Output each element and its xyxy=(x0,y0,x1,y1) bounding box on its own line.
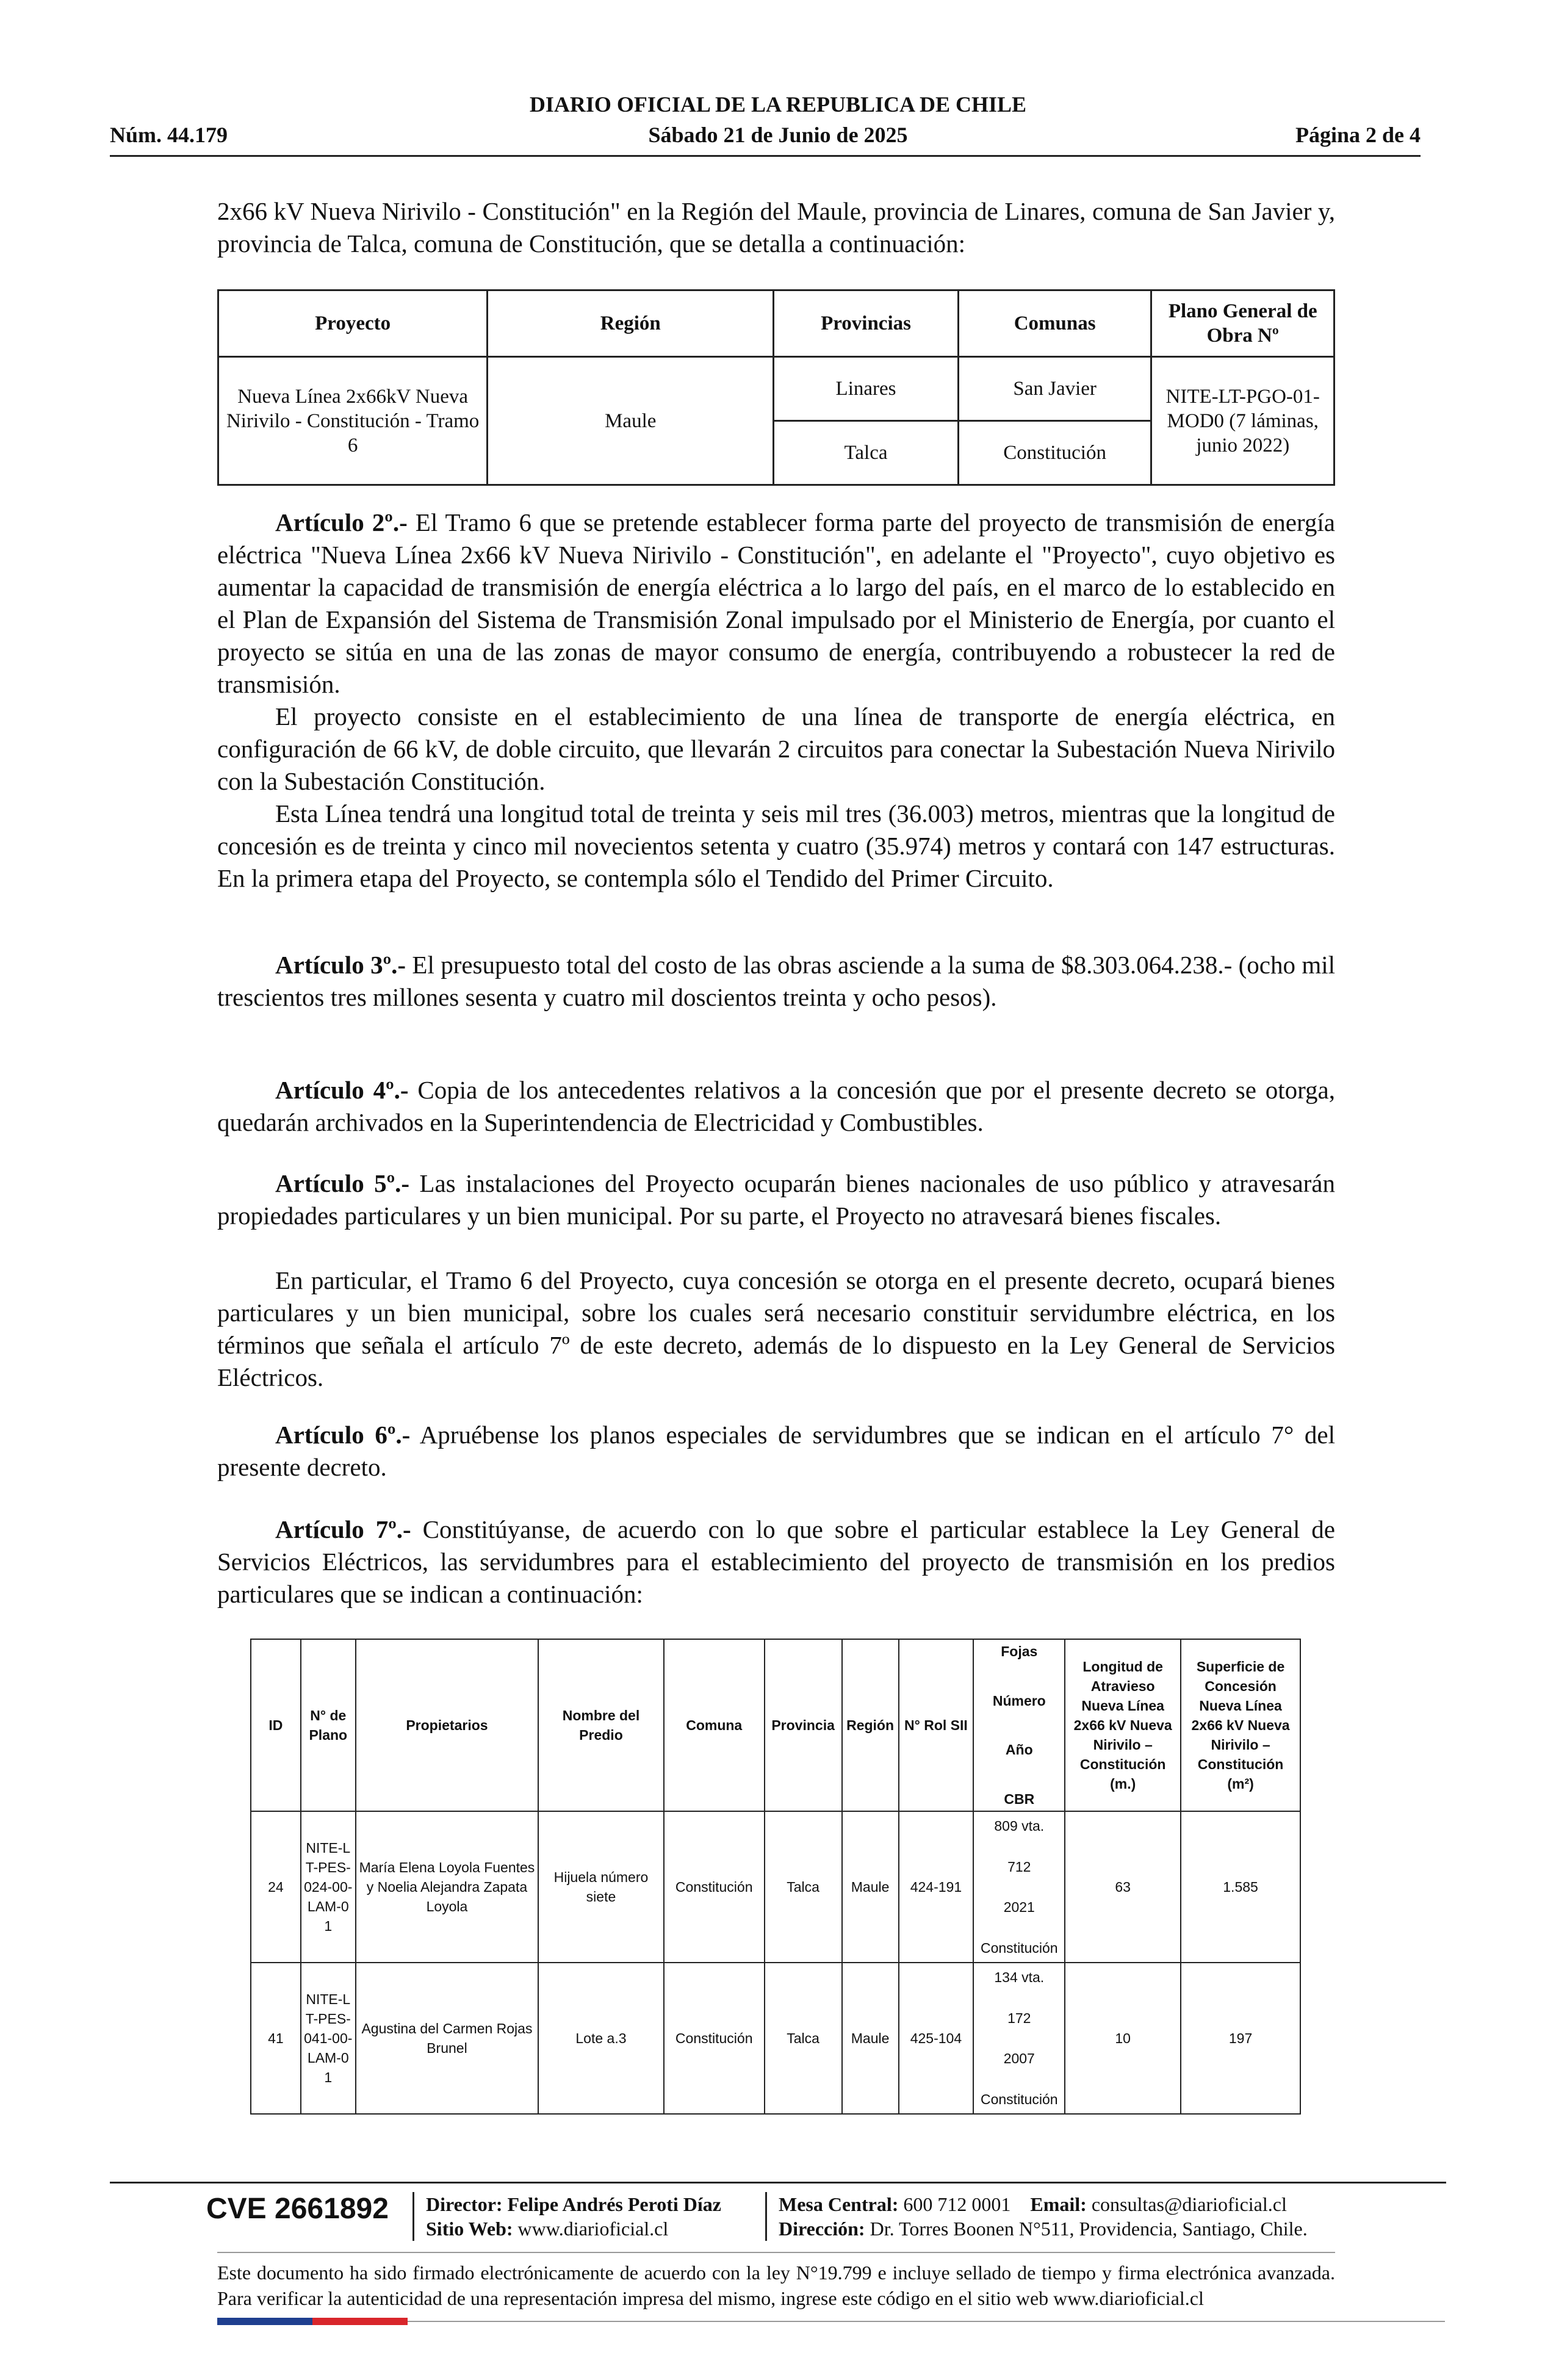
article-3-title: Artículo 3º.- xyxy=(275,951,406,979)
issue-number: Núm. 44.179 xyxy=(110,123,228,147)
project-table-header xyxy=(218,290,1334,357)
header-cbr xyxy=(973,1639,1065,1811)
article-4-text: Copia de los antecedentes relativos a la concesión que por el presente decreto se otorga, quedarán archivados en la Superintendencia de Electricidad y Combustibles. xyxy=(217,1076,1335,1136)
row-longitud: 63 xyxy=(1065,1811,1181,1963)
intro-paragraph: 2x66 kV Nueva Nirivilo - Constitución" en la Región del Maule, provincia de Linares, comuna de San Javier y, provincia de Talca, comuna de Constitución, que se detalla a continuación: xyxy=(217,197,1335,258)
header-region: Región xyxy=(842,1639,899,1811)
article-7-title: Artículo 7º.- xyxy=(275,1515,411,1543)
article-4-title: Artículo 4º.- xyxy=(275,1076,409,1104)
project-region: Maule xyxy=(488,357,774,485)
director-name: Felipe Andrés Peroti Díaz xyxy=(507,2193,721,2215)
footer-website xyxy=(426,2216,721,2241)
flag-stripe-blue xyxy=(217,2318,312,2325)
servidumbres-table xyxy=(250,1639,1301,2115)
article-7-text: Constitúyanse, de acuerdo con lo que sobre el particular establece la Ley General de Servicios Eléctricos, las servidumbres para el establecimiento del proyecto de transmisión en los predios particulares que se indican a continuación: xyxy=(217,1515,1335,1608)
flag-stripe-red xyxy=(312,2318,408,2325)
footer-contact-block xyxy=(779,2192,1308,2241)
footer-separator xyxy=(765,2192,767,2241)
article-2-title: Artículo 2º.- xyxy=(275,508,408,536)
header-provincia: Provincia xyxy=(765,1639,842,1811)
row-comuna: Constitución xyxy=(664,1963,765,2114)
website-label: Sitio Web: xyxy=(426,2218,513,2240)
provincia-cell: Linares xyxy=(774,357,959,421)
row-plano: NITE-LT-PES-041-00-LAM-01 xyxy=(301,1963,356,2114)
header-anio: Año xyxy=(1005,1742,1033,1758)
footer-divider xyxy=(408,2321,1445,2322)
row-comuna: Constitución xyxy=(664,1811,765,1963)
row-cbr-name: Constitución xyxy=(980,1939,1058,1956)
plano-general: NITE-LT-PGO-01-MOD0 (7 láminas, junio 2022) xyxy=(1151,357,1334,485)
row-provincia: Talca xyxy=(765,1963,842,2114)
article-5-paragraph-2: En particular, el Tramo 6 del Proyecto, cuya concesión se otorga en el presente decreto, ocupará bienes particulares y un bien municipal, sobre los cuales será necesario constituir servidumbre eléctrica, en los términos que señala el artículo 7º de este decreto, además de lo dispuesto en la Ley General de Servicios Eléctricos. xyxy=(217,1266,1335,1391)
issue-date: Sábado 21 de Junio de 2025 xyxy=(648,123,908,147)
footer-director-block xyxy=(426,2192,721,2241)
row-predio: Lote a.3 xyxy=(538,1963,664,2114)
provincia-cell: Talca xyxy=(774,421,959,485)
footer-divider xyxy=(217,2252,1335,2253)
article-6 xyxy=(217,1419,1335,1484)
row-fojas: 809 vta. xyxy=(994,1818,1045,1834)
article-3-text: El presupuesto total del costo de las obras asciende a la suma de $8.303.064.238.- (ocho mil trescientos tres millones sesenta y cuatro mil doscientos treinta y ocho pesos). xyxy=(217,951,1335,1011)
table-row xyxy=(251,1963,1300,2114)
project-table xyxy=(217,289,1335,486)
header-predio: Nombre del Predio xyxy=(538,1639,664,1811)
row-id: 41 xyxy=(251,1963,301,2114)
row-anio: 2021 xyxy=(1003,1899,1035,1916)
header-id: ID xyxy=(251,1639,301,1811)
article-2-paragraph-2: El proyecto consiste en el establecimiento de una línea de transporte de energía eléctrica, en configuración de 66 kV, de doble circuito, que llevarán 2 circuitos para conectar la Subestación Nueva Nirivilo con la Subestación Constitución. xyxy=(217,702,1335,795)
header-longitud: Longitud de Atravieso Nueva Línea 2x66 kV Nueva Nirivilo – Constitución (m.) xyxy=(1065,1639,1181,1811)
header-superficie: Superficie de Concesión Nueva Línea 2x66 kV Nueva Nirivilo – Constitución (m²) xyxy=(1181,1639,1300,1811)
header-comunas: Comunas xyxy=(958,290,1151,357)
row-longitud: 10 xyxy=(1065,1963,1181,2114)
email-link[interactable]: consultas@diarioficial.cl xyxy=(1091,2193,1287,2215)
footer-separator xyxy=(412,2192,414,2241)
row-cbr xyxy=(973,1963,1065,2114)
cve-code: CVE 2661892 xyxy=(206,2193,389,2225)
header-divider xyxy=(110,155,1421,157)
footer-divider xyxy=(110,2182,1446,2183)
header-plano: Plano General de Obra Nº xyxy=(1151,290,1334,357)
row-plano: NITE-LT-PES-024-00-LAM-01 xyxy=(301,1811,356,1963)
article-6-title: Artículo 6º.- xyxy=(275,1421,411,1449)
row-superficie: 1.585 xyxy=(1181,1811,1300,1963)
row-propietarios: María Elena Loyola Fuentes y Noelia Alejandra Zapata Loyola xyxy=(356,1811,538,1963)
row-provincia: Talca xyxy=(765,1811,842,1963)
article-2 xyxy=(217,507,1335,701)
mesa-label: Mesa Central: xyxy=(779,2193,899,2215)
row-numero: 172 xyxy=(1007,2010,1031,2026)
row-anio: 2007 xyxy=(1003,2050,1035,2067)
article-5-title: Artículo 5º.- xyxy=(275,1169,410,1197)
footer-address xyxy=(779,2216,1308,2241)
article-2-paragraph-3: Esta Línea tendrá una longitud total de treinta y seis mil tres (36.003) metros, mientras que la longitud de concesión es de treinta y cinco mil novecientos setenta y cuatro (35.974) metros y contará con 147 estructuras. En la primera etapa del Proyecto, se contempla sólo el Tendido del Primer Circuito. xyxy=(217,799,1335,892)
footer-director xyxy=(426,2192,721,2216)
header-fojas: Fojas xyxy=(1001,1643,1038,1659)
servidumbres-table-header xyxy=(251,1639,1300,1811)
row-predio: Hijuela número siete xyxy=(538,1811,664,1963)
header-propietarios: Propietarios xyxy=(356,1639,538,1811)
article-3 xyxy=(217,949,1335,1014)
mesa-number: 600 712 0001 xyxy=(903,2193,1011,2215)
page-indicator: Página 2 de 4 xyxy=(1295,123,1421,147)
header-rol: N° Rol SII xyxy=(899,1639,974,1811)
newspaper-title: DIARIO OFICIAL DE LA REPUBLICA DE CHILE xyxy=(529,92,1027,117)
row-cbr-name: Constitución xyxy=(980,2091,1058,2107)
row-region: Maule xyxy=(842,1811,899,1963)
header-comuna: Comuna xyxy=(664,1639,765,1811)
table-row xyxy=(251,1811,1300,1963)
email-label: Email: xyxy=(1030,2193,1087,2215)
header-numero: Número xyxy=(992,1692,1046,1709)
article-5-text: Las instalaciones del Proyecto ocuparán bienes nacionales de uso público y atravesarán propiedades particulares y un bien municipal. Por su parte, el Proyecto no atravesará bienes fiscales. xyxy=(217,1169,1335,1230)
row-propietarios: Agustina del Carmen Rojas Brunel xyxy=(356,1963,538,2114)
row-superficie: 197 xyxy=(1181,1963,1300,2114)
header-proyecto: Proyecto xyxy=(218,290,488,357)
row-region: Maule xyxy=(842,1963,899,2114)
article-5 xyxy=(217,1167,1335,1232)
website-link[interactable]: www.diarioficial.cl xyxy=(517,2218,669,2240)
header-plano: N° de Plano xyxy=(301,1639,356,1811)
project-name: Nueva Línea 2x66kV Nueva Nirivilo - Constitución - Tramo 6 xyxy=(218,357,488,485)
row-id: 24 xyxy=(251,1811,301,1963)
row-fojas: 134 vta. xyxy=(994,1969,1045,1985)
row-cbr xyxy=(973,1811,1065,1963)
article-7 xyxy=(217,1513,1335,1610)
article-4 xyxy=(217,1074,1335,1139)
comuna-cell: Constitución xyxy=(958,421,1151,485)
header-provincias: Provincias xyxy=(774,290,959,357)
header-region: Región xyxy=(488,290,774,357)
row-rol: 424-191 xyxy=(899,1811,974,1963)
article-2-text: El Tramo 6 que se pretende establecer forma parte del proyecto de transmisión de energía eléctrica "Nueva Línea 2x66 kV Nueva Nirivilo - Constitución", en adelante el "Proyecto", cuyo objetivo es aumentar la capacidad de transmisión de energía eléctrica a lo largo del país, en el marco de lo establecido en el Plan de Expansión del Sistema de Transmisión Zonal impulsado por el Ministerio de Energía, por cuanto el proyecto se sitúa en una de las zonas de mayor consumo de energía, contribuyendo a robustecer la red de transmisión. xyxy=(217,508,1335,698)
signature-notice: Este documento ha sido firmado electrónicamente de acuerdo con la ley N°19.799 e incluye sellado de tiempo y firma electrónica avanzada. Para verificar la autenticidad de una representación impresa del mismo, ingrese este código en el sitio web www.diarioficial.cl xyxy=(217,2262,1335,2309)
address-value: Dr. Torres Boonen N°511, Providencia, Santiago, Chile. xyxy=(870,2218,1308,2240)
table-row xyxy=(218,357,1334,421)
row-numero: 712 xyxy=(1007,1858,1031,1875)
address-label: Dirección: xyxy=(779,2218,865,2240)
article-6-text: Apruébense los planos especiales de servidumbres que se indican en el artículo 7° del presente decreto. xyxy=(217,1421,1335,1481)
row-rol: 425-104 xyxy=(899,1963,974,2114)
footer-phone-email xyxy=(779,2192,1308,2216)
comuna-cell: San Javier xyxy=(958,357,1151,421)
director-label: Director: xyxy=(426,2193,503,2215)
header-cbr-label: CBR xyxy=(1004,1790,1035,1807)
